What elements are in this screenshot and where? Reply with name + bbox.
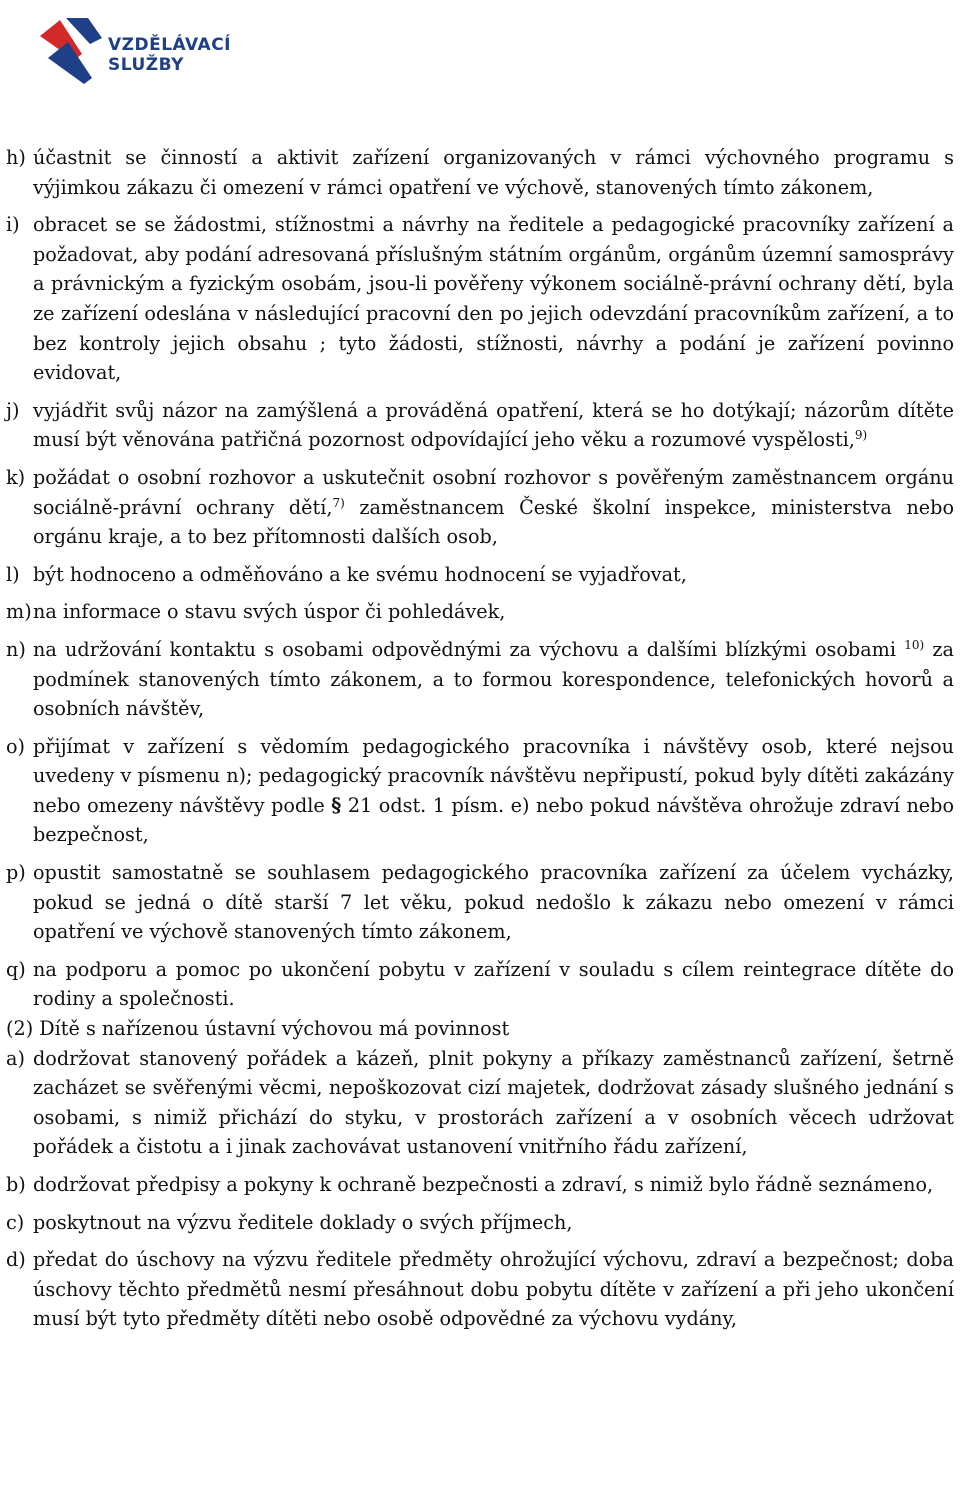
footnote-ref: 10): [904, 637, 925, 652]
list-item-q: [6, 955, 954, 1014]
item-letter: l): [6, 562, 20, 586]
duty-item-d: [6, 1245, 954, 1334]
item-letter: b): [6, 1173, 26, 1196]
item-letter: o): [6, 734, 26, 758]
item-letter: n): [6, 637, 26, 661]
item-text: na podporu a pomoc po ukončení pobytu v zařízení v souladu s cílem reintegrace dítěte do rodiny a společnosti.: [33, 957, 954, 1011]
section-heading-2: (2) Dítě s nařízenou ústavní výchovou má povinnost: [6, 1017, 510, 1041]
duty-item-b: [6, 1170, 954, 1200]
item-text: být hodnoceno a odměňováno a ke svému hodnocení se vyjadřovat,: [33, 562, 687, 586]
item-text: obracet se se žádostmi, stížnostmi a návrhy na ředitele a pedagogické pracovníky zařízení a požadovat, aby podání adresovaná příslušným státním orgánům, orgánům územní samosprávy a právnickým a fyzickým osobám, jsou-li pověřeny výkonem sociálně-právní ochrany dětí, byla ze zařízení odeslána v následující pracovní den po jejich odevzdání pracovníkům zařízení, a to bez kontroly jejich obsahu ; tyto žádosti, stížnosti, návrhy a podání je zařízení povinno evidovat,: [33, 213, 954, 385]
item-text: [33, 463, 954, 552]
list-item-l: [6, 560, 954, 590]
item-text: dodržovat předpisy a pokyny k ochraně bezpečnosti a zdraví, s nimiž bylo řádně seznámeno,: [33, 1173, 934, 1196]
item-text: dodržovat stanovený pořádek a kázeň, plnit pokyny a příkazy zaměstnanců zařízení, šetrně zacházet se svěřenými věcmi, nepoškozovat cizí majetek, dodržovat zásady slušného jednání s osobami, s nimiž přichází do styku, v prostorách zařízení a v osobních věcech udržovat pořádek a čistotu a i jinak zachovávat ustanovení vnitřního řádu zařízení,: [33, 1046, 954, 1159]
list-item-m: [6, 597, 954, 627]
item-letter: a): [6, 1046, 25, 1070]
list-item-n: [6, 635, 954, 724]
item-text: opustit samostatně se souhlasem pedagogického pracovníka zařízení za účelem vycházky, pokud se jedná o dítě starší 7 let věku, pokud nedošlo k zákazu nebo omezení v rámci opatření ve výchově stanovených tímto zákonem,: [33, 861, 954, 944]
item-letter: k): [6, 465, 26, 489]
duty-item-c: [6, 1208, 954, 1238]
footnote-ref: 7): [332, 495, 345, 510]
item-text-part-b: 21 odst. 1 písm. e) nebo pokud návštěva ohrožuje zdraví nebo bezpečnost,: [33, 793, 954, 847]
item-text: poskytnout na výzvu ředitele doklady o svých příjmech,: [33, 1210, 573, 1234]
item-text: předat do úschovy na výzvu ředitele předměty ohrožující výchovu, zdraví a bezpečnost; doba úschovy těchto předmětů nesmí přesáhnout dobu pobytu dítěte v zařízení a při jeho ukončení musí být tyto předměty dítěti nebo osobě odpovědné za výchovu vydány,: [33, 1248, 954, 1331]
logo-text-line2: SLUŽBY: [108, 55, 184, 75]
duty-item-a: [6, 1044, 954, 1162]
item-letter: m): [6, 600, 32, 624]
logo: [30, 14, 232, 94]
section-sign: §: [331, 793, 342, 817]
item-text-part-a: požádat o osobní rozhovor a uskutečnit osobní rozhovor s pověřeným zaměstnancem orgánu sociálně-právní ochrany dětí,: [33, 465, 954, 519]
list-item-k: [6, 463, 954, 552]
item-text: [33, 732, 954, 850]
list-item-p: [6, 858, 954, 947]
item-text: [33, 635, 954, 724]
item-text-main: vyjádřit svůj názor na zamýšlená a prováděná opatření, která se ho dotýkají; názorům dítěte musí být věnována patřičná pozornost odpovídající jeho věku a rozumové vyspělosti,: [33, 398, 954, 452]
footnote-ref: 9): [854, 428, 868, 443]
item-text-part-b: za podmínek stanovených tímto zákonem, a to formou korespondence, telefonických hovorů a osobních návštěv,: [33, 637, 954, 721]
list-item-j: [6, 396, 954, 455]
item-letter: d): [6, 1248, 26, 1272]
item-text: na informace o stavu svých úspor či pohledávek,: [33, 600, 506, 624]
list-item-i: [6, 210, 954, 388]
item-letter: p): [6, 861, 26, 885]
item-letter: q): [6, 957, 26, 981]
item-letter: j): [6, 398, 20, 422]
item-letter: h): [6, 146, 26, 169]
item-text: [33, 396, 954, 455]
document-body: [6, 143, 954, 1342]
item-text-part-a: na udržování kontaktu s osobami odpovědnými za výchovu a dalšími blízkými osobami: [33, 637, 905, 661]
list-item-o: [6, 732, 954, 850]
item-text-part-a: přijímat v zařízení s vědomím pedagogického pracovníka i návštěvy osob, které nejsou uvedeny v písmenu n); pedagogický pracovník návštěvu nepřipustí, pokud byly dítěti zakázány nebo omezeny návštěvy podle: [33, 734, 954, 817]
item-letter: c): [6, 1210, 25, 1234]
item-text-part-b: zaměstnancem České školní inspekce, ministerstva nebo orgánu kraje, a to bez přítomnosti dalších osob,: [33, 495, 954, 549]
item-letter: i): [6, 213, 20, 237]
list-item-h: [6, 143, 954, 202]
logo-text-line1: VZDĚLÁVACÍ: [108, 35, 232, 55]
item-text: účastnit se činností a aktivit zařízení organizovaných v rámci výchovného programu s výjimkou zákazu či omezení v rámci opatření ve výchově, stanovených tímto zákonem,: [33, 146, 954, 199]
